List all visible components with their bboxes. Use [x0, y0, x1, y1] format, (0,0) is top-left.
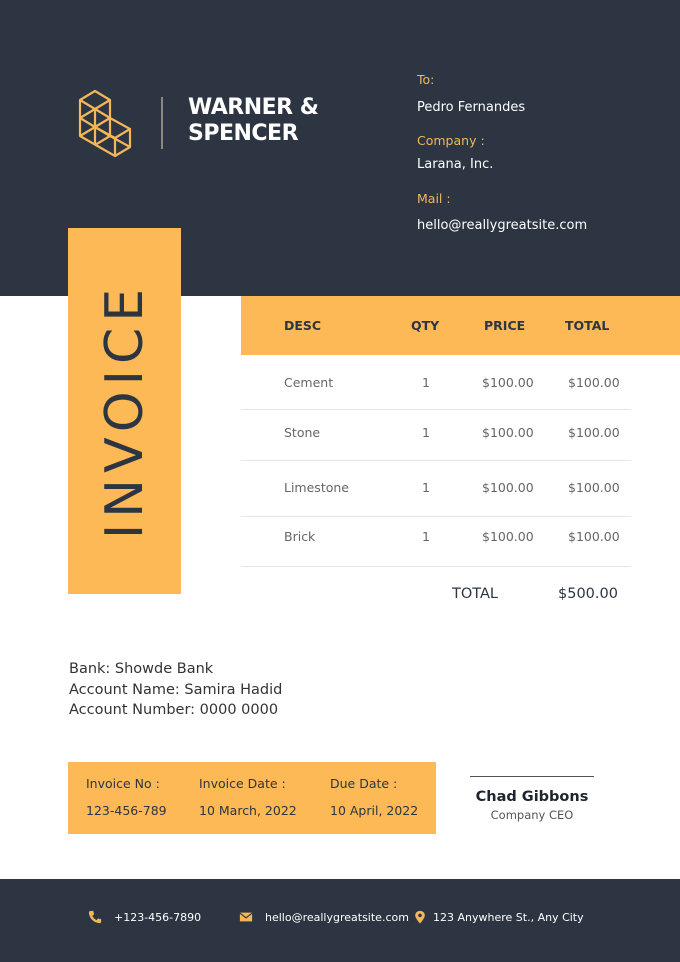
- table-row: [241, 360, 631, 410]
- footer-phone-text: +123-456-7890: [114, 910, 202, 924]
- company-label: Company :: [417, 133, 485, 148]
- row-price: $100.00: [482, 529, 534, 544]
- signatory-title: Company CEO: [490, 808, 574, 822]
- row-desc: Cement: [284, 375, 334, 390]
- bank-details: [69, 659, 282, 721]
- isometric-cubes-logo-icon: [78, 88, 132, 158]
- row-price: $100.00: [482, 480, 534, 495]
- account-number: Account Number: 0000 0000: [69, 702, 279, 718]
- logo-divider: [161, 97, 163, 149]
- due-date-value: 10 April, 2022: [330, 803, 419, 818]
- brand-line-1: WARNER &: [188, 95, 319, 120]
- account-name: Account Name: Samira Hadid: [69, 681, 283, 698]
- table-row: [241, 411, 631, 461]
- col-price: PRICE: [484, 318, 526, 333]
- invoice-title-band: [68, 228, 181, 594]
- phone-icon: [88, 910, 102, 924]
- bank-name: Bank: Showde Bank: [69, 661, 214, 677]
- row-total: $100.00: [568, 480, 620, 495]
- to-value: Pedro Fernandes: [417, 100, 526, 115]
- row-qty: 1: [422, 425, 430, 440]
- row-desc: Stone: [284, 425, 321, 440]
- footer-email: [239, 910, 409, 924]
- row-qty: 1: [422, 480, 430, 495]
- mail-label: Mail :: [417, 191, 451, 206]
- row-desc: Limestone: [284, 480, 349, 495]
- row-total: $100.00: [568, 425, 620, 440]
- mail-value: hello@reallygreatsite.com: [417, 218, 588, 233]
- row-total: $100.00: [568, 529, 620, 544]
- invoice-title: INVOICE: [94, 282, 155, 540]
- location-pin-icon: [413, 910, 427, 924]
- table-row: [241, 517, 631, 567]
- brand-line-2: SPENCER: [188, 121, 299, 146]
- company-value: Larana, Inc.: [417, 157, 494, 172]
- row-desc: Brick: [284, 529, 316, 544]
- signatory-name: Chad Gibbons: [475, 789, 589, 805]
- grand-total-value: $500.00: [558, 586, 618, 602]
- envelope-icon: [239, 910, 253, 924]
- col-desc: DESC: [284, 318, 322, 333]
- table-header: [241, 296, 680, 355]
- row-price: $100.00: [482, 375, 534, 390]
- footer-address-text: 123 Anywhere St., Any City: [433, 910, 584, 924]
- due-date-label: Due Date :: [330, 776, 398, 791]
- grand-total-label: TOTAL: [452, 586, 498, 602]
- footer-email-text: hello@reallygreatsite.com: [265, 910, 409, 924]
- row-price: $100.00: [482, 425, 534, 440]
- invoice-date-value: 10 March, 2022: [199, 803, 297, 818]
- invoice-no-value: 123-456-789: [86, 803, 167, 818]
- row-qty: 1: [422, 529, 430, 544]
- brand-name: [188, 95, 318, 147]
- table-row: [241, 461, 631, 517]
- row-qty: 1: [422, 375, 430, 390]
- signature-line: [470, 776, 594, 777]
- footer-band: [0, 879, 680, 962]
- invoice-date-label: Invoice Date :: [199, 776, 286, 791]
- col-qty: QTY: [411, 318, 440, 333]
- row-total: $100.00: [568, 375, 620, 390]
- footer-address: [413, 910, 584, 924]
- col-total: TOTAL: [565, 318, 610, 333]
- footer-phone: [88, 910, 201, 924]
- invoice-no-label: Invoice No :: [86, 776, 160, 791]
- to-label: To:: [417, 72, 435, 87]
- invoice-info-box: [68, 762, 436, 834]
